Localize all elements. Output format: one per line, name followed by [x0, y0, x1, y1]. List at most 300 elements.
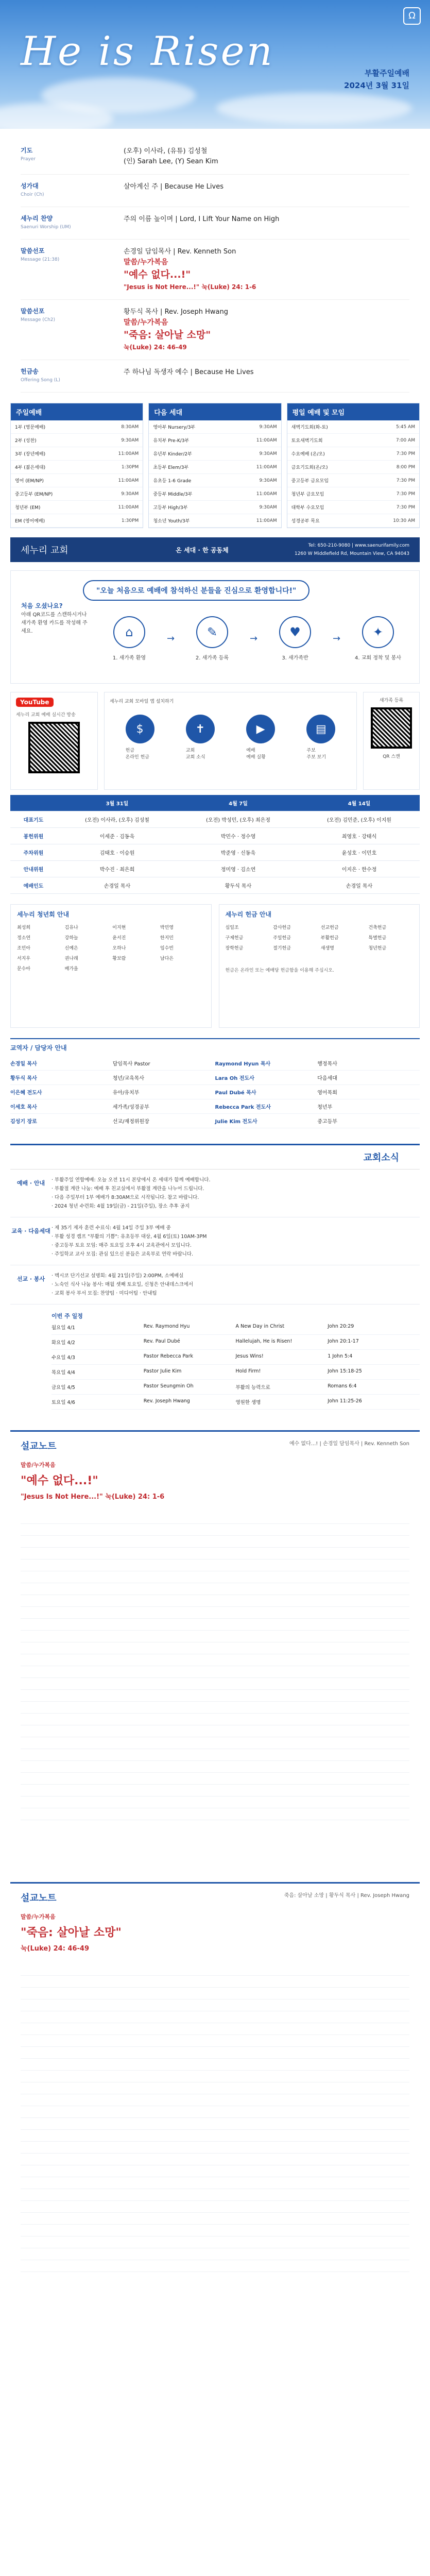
- staff-cell: 이세호 목사: [10, 1105, 37, 1110]
- offering-list: 세누리 헌금 안내 십일조 감사헌금 선교헌금 건축헌금 구제헌금 주일헌금 부활헌금 특별헌금 장학헌금 절기헌금 새생명 청년헌금 헌금은 온라인 또는 예배당 헌금함을 이용해 주십시오.: [219, 904, 420, 1028]
- schedule-name: 고등부 High/3부: [153, 505, 188, 511]
- schedule-time: 11:00AM: [256, 437, 277, 443]
- order-label: 성가대 Choir (Ch): [21, 182, 44, 197]
- pencil-icon: ✎: [196, 616, 228, 648]
- list-item: 한지민: [160, 936, 174, 941]
- list-item: 정소연: [17, 936, 31, 941]
- info-lists: [10, 904, 420, 1028]
- note-line: [21, 1547, 409, 1548]
- church-contact: Tel: 650-210-9080 | www.saenurifamily.com 1260 W Middlefield Rd, Mountain View, CA 94043: [294, 543, 409, 556]
- sermon-note-1: 설교노트 예수 없다...! | 손경일 담임목사 | Rev. Kenneth Son 말씀/누가복음 "예수 없다...!" "Jesus Is Not Here...!" 눅(Luke) 24: 1-6: [10, 1430, 420, 1508]
- duty-cell: (오전) 박성민, (오후) 최은정: [178, 811, 299, 828]
- duty-row: [10, 877, 420, 894]
- event-cell: 수요일 4/3: [51, 1355, 75, 1361]
- news-category: 선교 · 봉사: [16, 1276, 45, 1282]
- duty-row: [10, 828, 420, 844]
- staff-cell: Lara Oh 전도사: [215, 1076, 254, 1081]
- duty-cell: (오전) 김민준, (오후) 이지원: [299, 811, 420, 828]
- duty-cell: 윤성호 · 이민호: [299, 844, 420, 861]
- duty-cell: 이세준 · 김동욱: [57, 828, 178, 844]
- schedule-time: 8:30AM: [121, 424, 139, 430]
- list-item: 오하나: [112, 946, 126, 951]
- schedule-name: 영아부 Nursery/3부: [153, 425, 196, 430]
- note-line: [21, 2153, 409, 2154]
- order-value: 주의 이름 높이며 | Lord, I Lift Your Name on High: [124, 215, 280, 223]
- list-item: 임수빈: [160, 946, 174, 951]
- order-row: [21, 240, 409, 300]
- list-item: 박민영: [160, 925, 174, 930]
- schedule-time: 9:30AM: [259, 424, 277, 430]
- schedule-name: 영어 (EM/NP): [15, 479, 44, 484]
- duty-cell: 손경일 목사: [57, 877, 178, 894]
- schedule-time: 11:00AM: [256, 464, 277, 470]
- cross-icon: ✝: [186, 715, 215, 743]
- arrow-right-icon: →: [332, 633, 341, 644]
- news-line: · 중고등부 토요 모임: 매주 토요일 오후 4시 교육관에서 모입니다.: [51, 1243, 192, 1248]
- note-line: [21, 2117, 409, 2118]
- schedule-column: 평일 예배 및 모임 새벽기도회(화-토) 5:45 AM 토요새벽기도회 7:00 AM 수요예배 (온/오) 7:30 PM 금요기도회(온/오) 8:00 PM 중고등부 금요모임 7:30 PM 청년부 금요모임 7:30 PM 대학부 수요모임 7:30 PM 성경공부 목요 10:30 AM: [287, 403, 420, 528]
- note-lines[interactable]: [21, 1523, 409, 1820]
- note-line: [21, 1784, 409, 1785]
- duty-header: 3월 31일: [57, 795, 178, 811]
- staff-cell: 세가족/성경공부: [112, 1105, 149, 1110]
- order-value: 주 하나님 독생자 예수 | Because He Lives: [124, 368, 254, 376]
- event-cell: 부활의 능력으로: [235, 1385, 270, 1391]
- schedule-name: 초등부 Elem/3부: [153, 465, 189, 470]
- news-line: · 교회 봉사 부서 모집: 찬양팀 · 미디어팀 · 안내팀: [51, 1291, 157, 1296]
- duty-header: [10, 795, 57, 811]
- schedule-name: 청소년 Youth/3부: [153, 519, 190, 524]
- schedule-row: [287, 514, 419, 528]
- schedule-column: 주일예배 1부 (영문예배) 8:30AM 2부 (성찬) 9:30AM 3부 (장년예배) 11:00AM 4부 (젊은세대) 1:30PM 영어 (EM/NP) 11:00AM 중고등부 (EM/NP) 9:30AM 청년부 (EM) 11:00AM EM (영어예배) 1:30PM: [10, 403, 143, 528]
- hero-title: He is Risen: [21, 28, 274, 75]
- note-line: [21, 2212, 409, 2213]
- news-line: · 제 35기 제자 훈련 수료식: 4월 14일 주일 3부 예배 중: [51, 1225, 171, 1231]
- event-row: [51, 1365, 420, 1380]
- step-item: ✎ 2. 새가족 등록: [181, 616, 243, 661]
- worship-schedule: [0, 398, 430, 533]
- schedule-row: [149, 501, 281, 514]
- schedule-name: 청년부 (EM): [15, 505, 41, 511]
- staff-cell: 다음세대: [317, 1076, 337, 1081]
- staff-cell: 행정목사: [317, 1061, 337, 1067]
- order-value: 황두식 목사 | Rev. Joseph Hwang 말씀/누가복음 "죽음: 살아날 소망" 눅(Luke) 24: 46-49: [124, 307, 409, 352]
- duty-row: [10, 811, 420, 828]
- schedule-time: 7:30 PM: [396, 478, 415, 483]
- event-cell: 월요일 4/1: [51, 1325, 75, 1331]
- order-label: 말씀선포 Message (21:38): [21, 247, 60, 262]
- schedule-name: 새벽기도회(화-토): [291, 425, 328, 430]
- list-item: 구제헌금: [225, 936, 244, 941]
- offering-icon: $: [126, 715, 154, 743]
- duty-cell: 박민수 · 정수영: [178, 828, 299, 844]
- list-item: 선교헌금: [320, 925, 339, 930]
- schedule-row: [287, 474, 419, 487]
- cloud-shape: [216, 93, 412, 124]
- note-line: [21, 1677, 409, 1678]
- list-item: 조민아: [17, 946, 31, 951]
- schedule-time: 7:30 PM: [396, 451, 415, 456]
- event-cell: Pastor Seungmin Oh: [143, 1383, 194, 1389]
- service-date: 2024년 3월 31일: [344, 81, 409, 90]
- news-line: · 부활 성경 캠프 "부활의 기쁨": 유초등부 대상, 4월 6일(토) 10AM-3PM: [51, 1234, 207, 1240]
- note-line: [21, 2058, 409, 2059]
- event-cell: Rev. Paul Dubé: [143, 1338, 180, 1344]
- news-line: · 노숙인 식사 나눔 봉사: 매월 셋째 토요일, 신청은 안내데스크에서: [51, 1282, 194, 1287]
- event-row: [51, 1380, 420, 1395]
- schedule-row: [11, 514, 143, 528]
- schedule-row: [149, 487, 281, 501]
- schedule-row: [287, 487, 419, 501]
- news-category: 교육 · 다음세대: [11, 1228, 50, 1234]
- news-body: [51, 1176, 420, 1211]
- event-cell: John 20:29: [328, 1324, 354, 1329]
- duty-cell: 대표기도: [10, 811, 57, 828]
- church-logo-icon: Ω: [403, 7, 421, 25]
- qr-code: [28, 722, 80, 773]
- app-item[interactable]: $ 헌금 온라인 헌금: [126, 715, 154, 760]
- church-info-bar: [10, 537, 420, 562]
- list-item: 청년헌금: [368, 946, 387, 951]
- duty-cell: 안내위원: [10, 861, 57, 877]
- note-line: [21, 1689, 409, 1690]
- sermon-note-2: 설교노트 죽음: 살아날 소망 | 황두식 목사 | Rev. Joseph Hwang 말씀/누가복음 "죽음: 살아날 소망" 눅(Luke) 24: 46-49: [10, 1882, 420, 1960]
- news-item: [10, 1170, 420, 1217]
- news-item: [10, 1265, 420, 1304]
- sermon-title: "죽음: 살아날 소망": [124, 329, 211, 341]
- staff-cell: 청년부: [317, 1105, 333, 1110]
- schedule-name: 청년부 금요모임: [291, 492, 324, 497]
- duty-cell: 황두식 목사: [178, 877, 299, 894]
- list-item: 남다은: [160, 956, 174, 961]
- schedule-name: EM (영어예배): [15, 519, 45, 524]
- schedule-row: [287, 501, 419, 514]
- list-item: 신예은: [64, 946, 78, 951]
- staff-cell: 손경일 목사: [10, 1061, 37, 1067]
- note-line: [21, 1987, 409, 1988]
- home-icon: ⌂: [113, 616, 145, 648]
- duty-row: [10, 861, 420, 877]
- event-cell: A New Day in Christ: [235, 1324, 285, 1329]
- schedule-name: 중고등부 (EM/NP): [15, 492, 53, 497]
- note-line: [21, 1618, 409, 1619]
- media-section: [10, 692, 420, 790]
- duty-cell: 김태호 · 이승원: [57, 844, 178, 861]
- schedule-time: 1:30PM: [121, 464, 139, 470]
- list-item: 절기헌금: [273, 946, 291, 951]
- staff-row: [10, 1056, 420, 1071]
- staff-cell: Rebecca Park 전도사: [215, 1105, 271, 1110]
- news-line: · 다음 주일부터 1부 예배가 8:30AM으로 시작됩니다. 참고 바랍니다.: [51, 1195, 199, 1200]
- schedule-row: [149, 514, 281, 528]
- schedule-row: [11, 447, 143, 461]
- news-item: [10, 1217, 420, 1265]
- schedule-time: 9:30AM: [121, 491, 139, 497]
- duty-cell: 이지은 · 한수정: [299, 861, 420, 877]
- event-cell: John 15:18-25: [328, 1368, 362, 1374]
- schedule-row: [287, 447, 419, 461]
- newcomer-steps: [98, 616, 409, 661]
- list-item: 윤서진: [112, 936, 126, 941]
- church-slogan: 온 세대 · 한 공동체: [176, 546, 229, 554]
- duty-cell: 박준영 · 신동욱: [178, 844, 299, 861]
- event-cell: 토요일 4/6: [51, 1400, 75, 1405]
- schedule-row: [11, 420, 143, 434]
- schedule-row: [287, 461, 419, 474]
- note-line: [21, 1559, 409, 1560]
- staff-row: [10, 1071, 420, 1085]
- schedule-name: 4부 (젊은세대): [15, 465, 46, 470]
- order-row: [21, 139, 409, 175]
- note-line: [21, 1630, 409, 1631]
- youth-list: 세누리 청년회 안내 최성희 김유나 이지현 박민영 정소연 강하늘 윤서진 한지민 조민아 신예은 오하나 임수빈 서지우 권나래 황보람 남다은 문수아 배가을: [10, 904, 212, 1028]
- staff-row: [10, 1099, 420, 1114]
- event-cell: 금요일 4/5: [51, 1385, 75, 1391]
- welcome-section: [10, 570, 420, 684]
- event-cell: Rev. Joseph Hwang: [143, 1398, 190, 1404]
- staff-section: 교역자 / 담당자 안내 손경일 목사 담임목사 Pastor Raymond Hyun 목사 행정목사 황두식 목사 청년/교육목사 Lara Oh 전도사 다음세대 이은혜 전도사 유아/유치부 Paul Dubé 목사 영어목회 이세호 목사 세가족/성경공부 Rebecca Park 전도사 청년부 김성기 장로 선교/재정위원장 Julie Kim 전도사 중고등부: [10, 1038, 420, 1128]
- note-lines[interactable]: [21, 1975, 409, 2272]
- step-item: ♥ 3. 새가족반: [264, 616, 326, 661]
- document-icon: ▤: [306, 715, 335, 743]
- duty-header: 4월 7일: [178, 795, 299, 811]
- event-row: [51, 1335, 420, 1350]
- arrow-right-icon: →: [166, 633, 175, 644]
- list-item: 김유나: [64, 925, 78, 930]
- schedule-time: 11:00AM: [118, 504, 139, 510]
- note-line: [21, 1701, 409, 1702]
- schedule-time: 7:00 AM: [395, 437, 415, 443]
- order-row: [21, 175, 409, 207]
- list-item: 주일헌금: [273, 936, 291, 941]
- news-line: · 멕시코 단기선교 설명회: 4월 21일(주일) 2:00PM, 소예배실: [51, 1273, 184, 1279]
- order-of-worship: [0, 129, 430, 398]
- duty-cell: 최영호 · 강태식: [299, 828, 420, 844]
- list-item: 문수아: [17, 967, 31, 972]
- hero-subtitle: [344, 67, 409, 92]
- schedule-row: [11, 461, 143, 474]
- staff-cell: 영어목회: [317, 1090, 337, 1096]
- schedule-row: [11, 474, 143, 487]
- schedule-name: 대학부 수요모임: [291, 505, 324, 511]
- schedule-time: 7:30 PM: [396, 504, 415, 510]
- event-cell: 화요일 4/2: [51, 1340, 75, 1346]
- order-value: (오후) 이사라, (유튜) 김성철 (인) Sarah Lee, (Y) Sean Kim: [124, 147, 218, 165]
- schedule-time: 11:00AM: [118, 451, 139, 456]
- news-category: 예배 · 안내: [16, 1180, 45, 1187]
- note-line: [21, 1535, 409, 1536]
- event-list: [51, 1320, 420, 1410]
- note-line: [21, 1606, 409, 1607]
- staff-cell: Raymond Hyun 목사: [215, 1061, 271, 1067]
- order-row: [21, 300, 409, 360]
- note-line: [21, 2141, 409, 2142]
- news-line: · 2024 청년 수련회: 4월 19일(금) - 21일(주일), 장소 추후 공지: [51, 1204, 190, 1209]
- order-label: 말씀선포 Message (Ch2): [21, 308, 56, 323]
- staff-cell: 담임목사 Pastor: [112, 1061, 150, 1067]
- event-row: [51, 1395, 420, 1410]
- event-cell: Hallelujah, He is Risen!: [235, 1338, 293, 1344]
- play-icon: ▶: [246, 715, 275, 743]
- welcome-headline: "오늘 처음으로 예배에 참석하신 분들을 진심으로 환영합니다!": [83, 580, 309, 601]
- schedule-name: 3부 (장년예배): [15, 452, 46, 457]
- schedule-name: 유초등 1-6 Grade: [153, 479, 192, 484]
- qr-code: [371, 707, 412, 749]
- schedule-time: 8:00 PM: [396, 464, 415, 470]
- list-item: 부활헌금: [320, 936, 339, 941]
- first-visit-note: 처음 오셨나요? 아래 QR코드를 스캔하시거나 새가족 환영 카드를 작성해 주세요.: [21, 602, 88, 634]
- schedule-time: 9:30AM: [259, 451, 277, 456]
- hero-banner: [0, 0, 430, 129]
- schedule-name: 유년부 Kinder/2부: [153, 452, 192, 457]
- staff-cell: 선교/재정위원장: [112, 1119, 149, 1125]
- schedule-name: 유치부 Pre-K/3부: [153, 438, 190, 444]
- event-cell: 목요일 4/4: [51, 1370, 75, 1376]
- duty-table: [10, 795, 420, 894]
- list-item: 서지우: [17, 956, 31, 961]
- duty-cell: 예배인도: [10, 877, 57, 894]
- schedule-time: 5:45 AM: [395, 424, 415, 430]
- event-cell: 영원한 생명: [235, 1400, 261, 1405]
- order-row: [21, 360, 409, 393]
- schedule-name: 2부 (성찬): [15, 438, 37, 444]
- event-cell: 1 John 5:4: [328, 1353, 353, 1359]
- schedule-name: 1부 (영문예배): [15, 425, 46, 430]
- list-item: 새생명: [320, 946, 334, 951]
- note-line: [21, 2129, 409, 2130]
- event-cell: Rev. Raymond Hyu: [143, 1324, 190, 1329]
- schedule-row: [287, 434, 419, 447]
- schedule-row: [149, 434, 281, 447]
- app-item[interactable]: ✝ 교회 교회 소식: [186, 715, 215, 760]
- schedule-name: 중고등부 금요모임: [291, 479, 329, 484]
- youtube-logo-icon: YouTube: [16, 698, 54, 707]
- staff-cell: 김성기 장로: [10, 1119, 37, 1125]
- event-cell: Romans 6:4: [328, 1383, 357, 1389]
- schedule-time: 11:00AM: [256, 491, 277, 497]
- event-row: [51, 1320, 420, 1335]
- staff-row: [10, 1114, 420, 1128]
- staff-cell: Paul Dubé 목사: [215, 1090, 256, 1096]
- list-item: 장학헌금: [225, 946, 244, 951]
- staff-cell: 이은혜 전도사: [10, 1090, 42, 1096]
- event-cell: John 20:1-17: [328, 1338, 359, 1344]
- event-cell: Jesus Wins!: [235, 1353, 264, 1359]
- news-body: [51, 1224, 420, 1259]
- note-line: [21, 1796, 409, 1797]
- duty-cell: (오전) 이사라, (오후) 김성철: [57, 811, 178, 828]
- schedule-time: 11:00AM: [118, 478, 139, 483]
- staff-cell: 청년/교육목사: [112, 1076, 145, 1081]
- note-line: [21, 2070, 409, 2071]
- youtube-box[interactable]: YouTube 세누리 교회 예배 실시간 방송: [10, 692, 98, 790]
- note-line: [21, 1760, 409, 1761]
- schedule-time: 9:30AM: [259, 504, 277, 510]
- note-line: [21, 1713, 409, 1714]
- order-row: [21, 207, 409, 240]
- list-item: 최성희: [17, 925, 31, 930]
- app-item[interactable]: ▶ 예배 예배 실황: [246, 715, 275, 760]
- note-line: [21, 2046, 409, 2047]
- order-label: 헌금송 Offering Song (L): [21, 368, 60, 383]
- order-value: 손경일 담임목사 | Rev. Kenneth Son 말씀/누가복음 "예수 없다...!" "Jesus is Not Here...!" 눅(Luke) 24: 1-6: [124, 247, 409, 292]
- schedule-name: 수요예배 (온/오): [291, 452, 325, 457]
- order-label: 기도 Prayer: [21, 147, 36, 162]
- duty-cell: 손경일 목사: [299, 877, 420, 894]
- schedule-time: 10:30 AM: [393, 518, 415, 523]
- news-line: · 부활주일 연합예배: 오늘 오전 11시 본당에서 온 세대가 함께 예배합니다.: [51, 1177, 211, 1183]
- duty-cell: 정미영 · 김소연: [178, 861, 299, 877]
- duty-cell: 주차위원: [10, 844, 57, 861]
- list-item: 배가을: [64, 967, 78, 972]
- step-item: ✦ 4. 교회 정착 및 봉사: [347, 616, 409, 661]
- schedule-name: 토요새벽기도회: [291, 438, 323, 444]
- schedule-row: [149, 474, 281, 487]
- order-label: 세누리 찬양 Saenuri Worship (UM): [21, 215, 71, 230]
- app-icons: [110, 715, 351, 760]
- event-cell: Pastor Julie Kim: [143, 1368, 182, 1374]
- list-item: 십일조: [225, 925, 239, 930]
- arrow-right-icon: →: [249, 633, 258, 644]
- schedule-row: [11, 487, 143, 501]
- schedule-time: 11:00AM: [256, 518, 277, 523]
- schedule-row: [11, 434, 143, 447]
- news-line: · 부활절 계란 나눔: 예배 후 친교실에서 부활절 계란을 나누어 드립니다.: [51, 1186, 204, 1192]
- app-item[interactable]: ▤ 주보 주보 보기: [306, 715, 335, 760]
- qr-box[interactable]: 새가족 등록 QR 스캔: [363, 692, 420, 790]
- order-value: 살아계신 주 | Because He Lives: [124, 183, 223, 191]
- app-box: 세누리 교회 모바일 앱 설치하기 $ 헌금 온라인 헌금 ✝ 교회 교회 소식 ▶ 예배 예배 실황 ▤ 주보 주보 보기: [104, 692, 357, 790]
- schedule-row: [149, 447, 281, 461]
- event-cell: Pastor Rebecca Park: [143, 1353, 193, 1359]
- service-name: 부활주일예배: [365, 69, 409, 78]
- schedule-time: 9:30AM: [121, 437, 139, 443]
- list-item: 감사헌금: [273, 925, 291, 930]
- news-body: [51, 1272, 420, 1298]
- schedule-row: [149, 461, 281, 474]
- duty-header: 4월 14일: [299, 795, 420, 811]
- note-line: [21, 1772, 409, 1773]
- note-line: [21, 1975, 409, 1976]
- event-row: [51, 1350, 420, 1365]
- note-line: [21, 2224, 409, 2225]
- event-cell: John 11:25-26: [328, 1398, 362, 1404]
- schedule-column: 다음 세대 영아부 Nursery/3부 9:30AM 유치부 Pre-K/3부 11:00AM 유년부 Kinder/2부 9:30AM 초등부 Elem/3부 11:00AM 유초등 1-6 Grade 9:30AM 중등부 Middle/3부 11:00AM 고등부 High/3부 9:30AM 청소년 Youth/3부 11:00AM: [148, 403, 281, 528]
- schedule-time: 9:30AM: [259, 478, 277, 483]
- star-icon: ✦: [362, 616, 394, 648]
- schedule-row: [287, 420, 419, 434]
- list-item: 특별헌금: [368, 936, 387, 941]
- event-cell: Hold Firm!: [235, 1368, 261, 1374]
- staff-cell: 유아/유치부: [112, 1090, 140, 1096]
- staff-row: [10, 1085, 420, 1099]
- staff-cell: Julie Kim 전도사: [215, 1119, 257, 1125]
- staff-cell: 중고등부: [317, 1119, 337, 1125]
- note-line: [21, 2200, 409, 2201]
- news-title: 교회소식: [10, 1144, 420, 1169]
- schedule-name: 금요기도회(온/오): [291, 465, 328, 470]
- duty-cell: 박수진 · 최은희: [57, 861, 178, 877]
- news-line: · 주일학교 교사 모집: 관심 있으신 분들은 교육부로 연락 바랍니다.: [51, 1251, 194, 1257]
- list-item: 건축헌금: [368, 925, 387, 930]
- step-item: ⌂ 1. 새가족 환영: [98, 616, 160, 661]
- list-item: 강하늘: [64, 936, 78, 941]
- sermon-title: "예수 없다...!": [124, 269, 191, 280]
- heart-icon: ♥: [279, 616, 311, 648]
- news-list: [10, 1169, 420, 1304]
- duty-cell: 봉헌위원: [10, 828, 57, 844]
- schedule-row: [11, 501, 143, 514]
